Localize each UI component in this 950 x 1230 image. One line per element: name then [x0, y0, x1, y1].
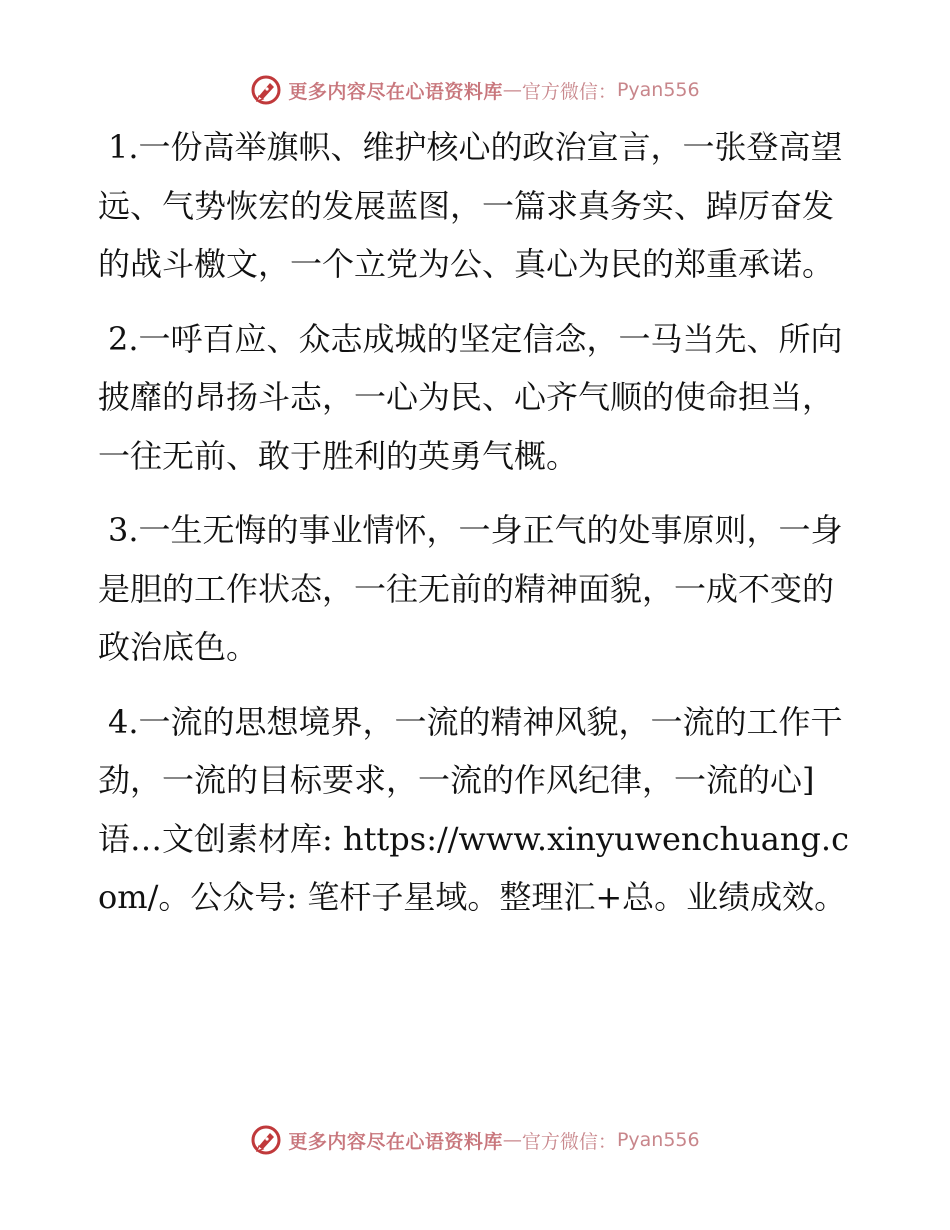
banner-dash: —: [502, 1129, 522, 1151]
header-banner: [0, 70, 950, 110]
document-body: [98, 118, 850, 943]
banner-dash: —: [502, 79, 522, 101]
banner-wechat-label: 官方微信：: [521, 1130, 617, 1153]
banner-brand: 更多内容尽在心语资料库: [288, 1130, 503, 1153]
paragraph-4: 4.一流的思想境界，一流的精神风貌，一流的工作干劲，一流的目标要求，一流的作风纪律，一流的心]语…文创素材库: https://www.xinyuwenchuang.com/。公众号: 笔杆子星域。整理汇+总。业绩成效。: [98, 702, 850, 916]
banner-wechat-label: 官方微信：: [521, 80, 617, 103]
banner-account: Pyan556: [616, 79, 700, 101]
pen-nib-logo-icon: [250, 74, 282, 106]
paragraph-1: 1.一份高举旗帜、维护核心的政治宣言，一张登高望远、气势恢宏的发展蓝图，一篇求真务实、踔厉奋发的战斗檄文，一个立党为公、真心为民的郑重承诺。: [98, 128, 843, 283]
paragraph-2: 2.一呼百应、众志成城的坚定信念，一马当先、所向披靡的昂扬斗志，一心为民、心齐气顺的使命担当，一往无前、敢于胜利的英勇气概。: [98, 319, 843, 475]
footer-banner: [0, 1120, 950, 1160]
paragraph-3: 3.一生无悔的事业情怀，一身正气的处事原则，一身是胆的工作状态，一往无前的精神面貌，一成不变的政治底色。: [98, 511, 843, 666]
pen-nib-logo-icon: [250, 1124, 282, 1156]
banner-account: Pyan556: [616, 1129, 700, 1151]
banner-brand: 更多内容尽在心语资料库: [288, 80, 503, 103]
